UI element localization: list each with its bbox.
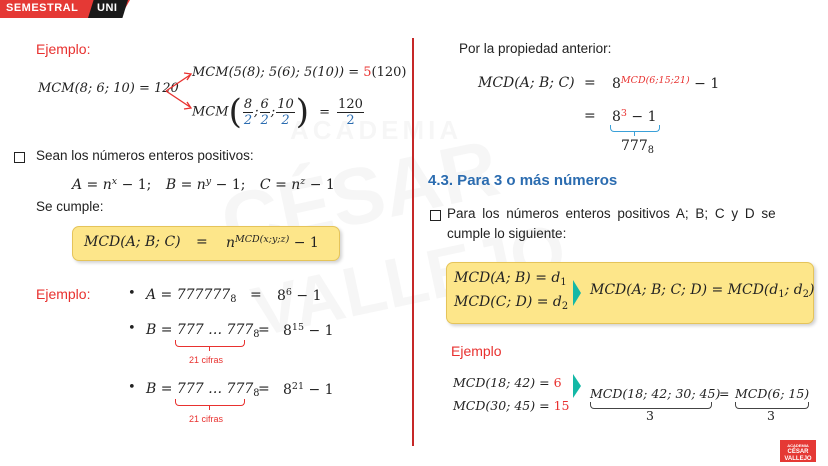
- box2-line2: MCD(C; $D) = d_2$: [454, 294, 569, 312]
- definitions: $A = n^x - 1$; $B = n^y - 1$; $C = n^z - 1$: [72, 176, 335, 194]
- header-semestral: SEMESTRAL: [6, 2, 79, 14]
- ejemplo-right: Ejemplo: [451, 343, 502, 359]
- right-eq1: =: [584, 75, 596, 91]
- section-title: 4.3. Para 3 o más números: [428, 172, 618, 189]
- ex-mid-d: 3: [646, 408, 654, 423]
- right-brace: [610, 125, 660, 132]
- ejemplo1-label: Ejemplo:: [36, 41, 91, 57]
- ex-mid: MCD(18; 42; 30; 45): [590, 386, 721, 401]
- frac1: $\frac{8}{2}$: [243, 96, 253, 128]
- ex-line2: MCD(30; 45) = 15: [453, 398, 570, 413]
- bullet3-lhs: B = 777 … $777_8$: [146, 381, 260, 399]
- bullet-3: •: [128, 380, 136, 395]
- right-line2: $8^3 - 1$: [612, 108, 657, 126]
- right-brace-tick: [634, 131, 635, 136]
- ex-right: MCD(6; 15): [735, 386, 810, 401]
- teal-arrow-icon-2: [573, 374, 581, 398]
- mcm-top-post: (120): [371, 65, 407, 80]
- bullet2-lhs: B = 777 … $777_8$: [146, 322, 260, 340]
- mcm-bottom: MCM( $\frac{8}{2}$ ; $\frac{6}{2}$ ; $\frac{10}{2}$ ) = $\frac{120}{2}$: [192, 92, 363, 132]
- bullet-2: •: [128, 321, 136, 336]
- bullet2-eq: =: [258, 322, 270, 338]
- right-result: $777_8$: [621, 138, 654, 156]
- column-divider: [412, 38, 414, 446]
- bullet-1: •: [128, 286, 136, 301]
- mcm-bot-label: MCM: [192, 104, 229, 120]
- bullet2-note: 21 cifras: [189, 355, 224, 365]
- bullet3-brace-tick: [209, 405, 210, 410]
- mcm-top-pre: MCM(5(8); 5(6); 5(10)) =: [192, 65, 364, 80]
- right-line1: $8^{MCD(6;15;21)} - 1$: [612, 75, 720, 93]
- property-eq: =: [196, 234, 208, 250]
- property-rhs: $n^{MCD(x;y;z)} - 1$: [226, 234, 319, 252]
- bullet2-brace-tick: [209, 346, 210, 351]
- se-cumple: Se cumple:: [36, 199, 104, 214]
- property-lhs: MCD(A; B; C): [84, 234, 181, 250]
- frac3: $\frac{10}{2}$: [277, 96, 294, 128]
- bullet2-rhs: $8^{15} - 1$: [283, 322, 334, 340]
- right-eq2: =: [584, 108, 596, 124]
- bullet2-brace: [175, 340, 245, 347]
- bullet3-rhs: $8^{21} - 1$: [283, 381, 334, 399]
- ex-line1: MCD(18; 42) = 6: [453, 375, 562, 390]
- header-uni: UNI: [97, 2, 118, 14]
- para-line1: Para los números enteros positivos A; B; C y D se: [447, 206, 776, 221]
- bullet1-eq: =: [250, 287, 262, 303]
- box2-line1: MCD(A; $B) = d_1$: [454, 270, 567, 288]
- mcm-top: [192, 65, 406, 80]
- ex-eq: =: [719, 386, 730, 401]
- sean-text: Sean los números enteros positivos:: [36, 148, 254, 163]
- bullet3-note: 21 cifras: [189, 414, 224, 424]
- teal-arrow-icon: [573, 280, 581, 306]
- academy-logo: ACADEMIA CÉSAR VALLEJO: [780, 440, 816, 462]
- mcm-top-five: 5: [363, 65, 372, 80]
- mcm-lhs: MCM(8; 6; 10) = 120: [38, 81, 179, 96]
- result-frac: $\frac{120}{2}$: [338, 96, 363, 128]
- branch-arrows: [164, 70, 194, 120]
- right-mcd-lhs: MCD(A; B; C): [478, 75, 575, 91]
- propiedad-text: Por la propiedad anterior:: [459, 41, 612, 56]
- checkbox-icon-2: [430, 210, 441, 221]
- bullet3-brace: [175, 399, 245, 406]
- box2-right: MCD(A; B; C; $D) = MCD(d_1$; $d_2$): [590, 282, 815, 300]
- bullet3-eq: =: [258, 381, 270, 397]
- bullet1-rhs: $8^6 - 1$: [277, 287, 322, 305]
- ex-right-d: 3: [767, 408, 775, 423]
- ejemplo2-label: Ejemplo:: [36, 286, 91, 302]
- para-line2: cumple lo siguiente:: [447, 226, 567, 241]
- bullet1-lhs: $A = 777777_8$: [146, 287, 237, 305]
- checkbox-icon: [14, 152, 25, 163]
- frac2: $\frac{6}{2}$: [260, 96, 269, 128]
